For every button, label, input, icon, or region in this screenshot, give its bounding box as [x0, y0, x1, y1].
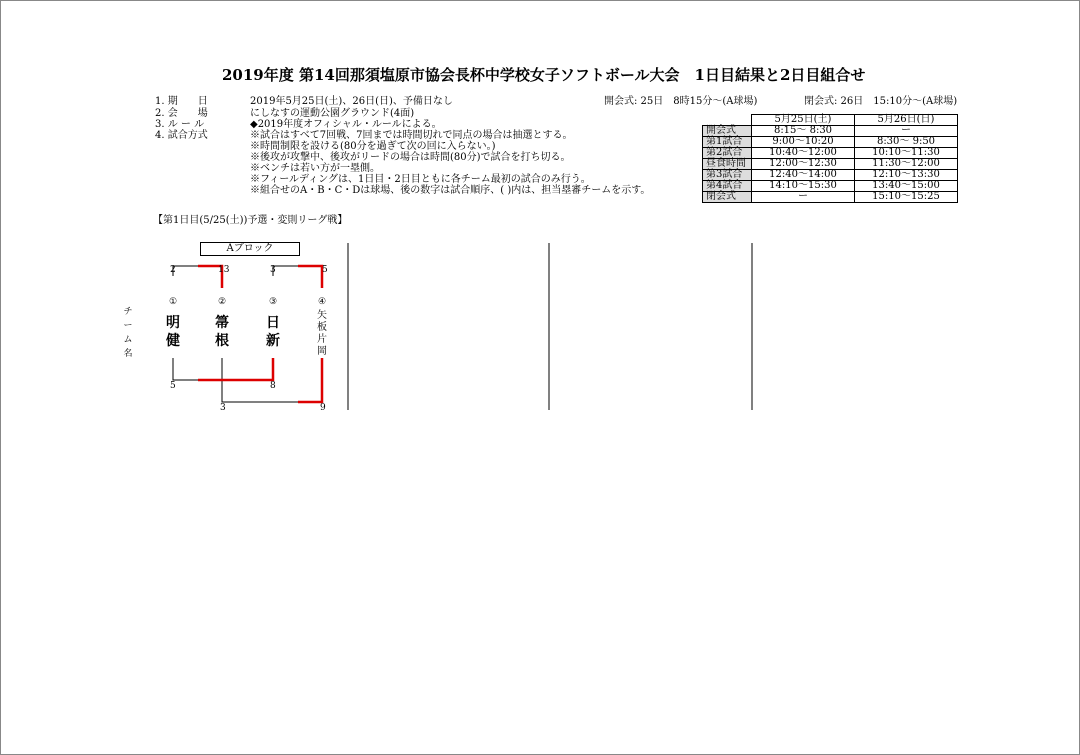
block-a-top-score: 2 [170, 265, 176, 275]
block-a-team-name: 箒 根 [215, 315, 229, 349]
schedule-cell: 9:00～10:20 [752, 137, 855, 148]
opening-ceremony: 開会式: 25日 8時15分～(A球場) [604, 96, 758, 107]
method-line-6: ※組合せのA・B・C・Dは球場、後の数字は試合順序、( )内は、担当塁審チームを示す。 [250, 185, 651, 196]
schedule-cell: 12:00～12:30 [752, 159, 855, 170]
method-line-2: ※時間制限を設ける(80分を過ぎて次の回に入らない。) [250, 141, 496, 152]
closing-ceremony: 閉会式: 26日 15:10分～(A球場) [804, 96, 958, 107]
schedule-cell: 14:10～15:30 [752, 181, 855, 192]
block-a-bottom-score: 3 [220, 403, 226, 413]
schedule-cell: 12:40～14:00 [752, 170, 855, 181]
day1-heading: 【第1日目(5/25(土))予選・変則リーグ戦】 [153, 215, 348, 226]
block-a-team-num: ① [168, 297, 178, 307]
schedule-cell: 10:10～11:30 [855, 148, 958, 159]
rules-value: ◆2019年度オフィシャル・ルールによる。 [250, 119, 442, 130]
method-line-5: ※フィールディングは、1日目・2日目ともに各チーム最初の試合のみ行う。 [250, 174, 591, 185]
schedule-cell: 8:30～ 9:50 [855, 137, 958, 148]
schedule-col-day1: 5月25日(土) [752, 115, 855, 126]
block-a-label: Aブロック [200, 242, 300, 256]
schedule-row-label: 閉会式 [703, 192, 752, 203]
block-a-team-num: ④ [317, 297, 327, 307]
venue-label: 2. 会 場 [155, 108, 208, 119]
block-a-bottom-score: 5 [170, 381, 176, 391]
method-label: 4. 試合方式 [155, 130, 208, 141]
schedule-cell: 8:15～ 8:30 [752, 126, 855, 137]
block-a-top-score: 5 [322, 265, 328, 275]
schedule-col-day2: 5月26日(日) [855, 115, 958, 126]
block-a-team-num: ③ [268, 297, 278, 307]
schedule-cell: 10:40～12:00 [752, 148, 855, 159]
block-a-team-name: 矢 板 片 岡 [317, 310, 327, 357]
schedule-row-label: 第3試合 [703, 170, 752, 181]
schedule-cell: 11:30～12:00 [855, 159, 958, 170]
schedule-cell: 12:10～13:30 [855, 170, 958, 181]
schedule-row-label: 昼食時間 [703, 159, 752, 170]
rules-label: 3. ル ー ル [155, 119, 205, 130]
method-line-4: ※ベンチは若い方が一塁側。 [250, 163, 380, 174]
block-a-top-score: 13 [218, 265, 230, 275]
method-line-3: ※後攻が攻撃中、後攻がリードの場合は時間(80分)で試合を打ち切る。 [250, 152, 571, 163]
schedule-row-label: 第1試合 [703, 137, 752, 148]
block-a-bottom-score: 8 [270, 381, 276, 391]
schedule-row-label: 第2試合 [703, 148, 752, 159]
venue-value: にしなすの運動公園グラウンド(4面) [250, 108, 415, 119]
period-label: 1. 期 日 [155, 96, 208, 107]
schedule-cell: 13:40～15:00 [855, 181, 958, 192]
schedule-cell: 15:10～15:25 [855, 192, 958, 203]
team-name-label: チ ー ム 名 [123, 307, 133, 359]
method-line-1: ※試合はすべて7回戦、7回までは時間切れで同点の場合は抽選とする。 [250, 130, 573, 141]
block-a-team-num: ② [217, 297, 227, 307]
schedule-row-label: 開会式 [703, 126, 752, 137]
block-a-team-name: 日 新 [266, 315, 280, 349]
schedule-cell: ー [752, 192, 855, 203]
period-value: 2019年5月25日(土)、26日(日)、予備日なし [250, 96, 453, 107]
block-a-top-score: 3 [270, 265, 276, 275]
block-a-team-name: 明 健 [166, 315, 180, 349]
schedule-row-label: 第4試合 [703, 181, 752, 192]
schedule-cell: ー [855, 126, 958, 137]
block-a-bottom-score: 9 [320, 403, 326, 413]
page-title: 2019年度 第14回那須塩原市協会長杯中学校女子ソフトボール大会 1日目結果と2日目組合せ [222, 66, 866, 84]
